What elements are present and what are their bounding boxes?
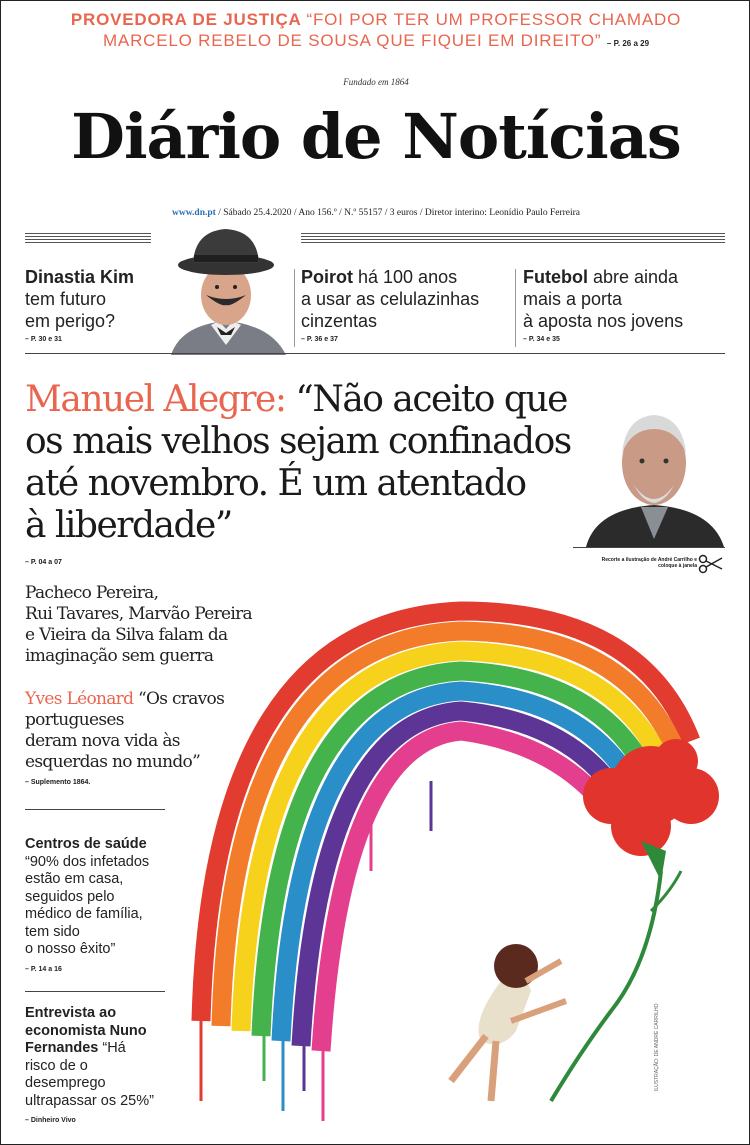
- edition-info: [1, 208, 750, 218]
- teaser-dinastia-kim[interactable]: [25, 266, 155, 344]
- headline-page-ref: – P. 04 a 07: [25, 559, 62, 566]
- story-line: médico de família,: [25, 906, 143, 922]
- story-line: risco de o: [25, 1057, 88, 1074]
- story-pacheco-pereira[interactable]: [25, 583, 252, 667]
- teaser-line: mais a porta: [523, 289, 623, 309]
- manuel-alegre-photo: [586, 409, 724, 547]
- story-page-ref: – P. 14 a 16: [25, 965, 62, 973]
- rainbow-carnation-illustration: [171, 581, 750, 1141]
- teaser-page-ref: – P. 36 e 37: [301, 336, 338, 343]
- story-yves-leonard-name: Yves Léonard: [25, 689, 134, 709]
- story-line: Rui Tavares, Marvão Pereira: [25, 604, 252, 624]
- teaser-line: à aposta nos jovens: [523, 311, 684, 331]
- teaser-page-ref: – P. 30 e 31: [25, 336, 62, 343]
- story-line: e Vieira da Silva falam da: [25, 625, 228, 645]
- headline-line: “Não aceito que: [285, 379, 567, 420]
- masthead-title: Diário de Notícias: [71, 100, 681, 173]
- story-entrevista-title: economista Nuno: [25, 1022, 147, 1039]
- top-teaser-page-ref: – P. 26 a 29: [606, 39, 650, 48]
- teaser-divider: [515, 269, 516, 347]
- top-teaser-quote-line1: “FOI POR TER UM PROFESSOR CHAMADO: [306, 10, 682, 29]
- story-line: portugueses: [25, 710, 124, 730]
- story-yves-leonard[interactable]: [25, 689, 224, 773]
- top-teaser-quote-line2: MARCELO REBELO DE SOUSA QUE FIQUEI EM DIREITO”: [102, 31, 602, 50]
- headline-line: os mais velhos sejam confinados: [25, 421, 571, 462]
- story-entrevista-nuno-fernandes[interactable]: [25, 1005, 154, 1125]
- story-yves-leonard-ref: – Suplemento 1864.: [25, 779, 91, 786]
- story-line: deram nova vida às: [25, 731, 180, 751]
- story-line: imaginação sem guerra: [25, 646, 214, 666]
- headline-line: até novembro. É um atentado: [25, 463, 526, 504]
- illustration-credit: ILUSTRAÇÃO: DE ANDRÉ CARRILHO: [654, 1003, 660, 1091]
- main-headline[interactable]: [25, 379, 615, 547]
- story-line: o nosso êxito”: [25, 941, 116, 957]
- story-line: “90% dos infetados: [25, 853, 150, 870]
- teaser-futebol-title: Futebol: [523, 267, 588, 287]
- teaser-line: a usar as celulazinhas: [301, 289, 480, 309]
- section-rule: [25, 353, 725, 354]
- story-line: “Há: [98, 1040, 126, 1056]
- teaser-line: em perigo?: [25, 311, 116, 331]
- teaser-page-ref: – P. 34 e 35: [523, 336, 560, 343]
- story-line: tem sido: [25, 923, 80, 940]
- story-page-ref: – Dinheiro Vivo: [25, 1117, 76, 1124]
- teaser-poirot-title: Poirot: [301, 267, 353, 287]
- story-line: desemprego: [25, 1075, 106, 1091]
- top-teaser-kicker: PROVEDORA DE JUSTIÇA: [70, 10, 301, 29]
- story-entrevista-title: Fernandes: [25, 1040, 99, 1056]
- column-rule: [25, 809, 165, 810]
- story-line: Pacheco Pereira,: [25, 583, 159, 603]
- story-line: estão em casa,: [25, 871, 124, 887]
- teaser-dinastia-kim-title: Dinastia Kim: [25, 267, 135, 287]
- website-link[interactable]: www.dn.pt: [171, 208, 216, 218]
- story-line: esquerdas no mundo”: [25, 752, 201, 772]
- teaser-line: há 100 anos: [353, 267, 458, 287]
- teaser-futebol[interactable]: [523, 266, 728, 344]
- teaser-line: cinzentas: [301, 311, 378, 331]
- headline-name: Manuel Alegre:: [25, 379, 286, 420]
- top-teaser[interactable]: [1, 9, 750, 54]
- story-line: seguidos pelo: [25, 888, 115, 905]
- story-centros-de-saude-title: Centros de saúde: [25, 836, 147, 852]
- story-line: ultrapassar os 25%”: [25, 1092, 154, 1109]
- teaser-divider: [294, 269, 295, 347]
- column-rule: [25, 991, 165, 992]
- founded-note: Fundado em 1864: [343, 77, 409, 87]
- photo-rule: [573, 547, 725, 548]
- teaser-line: abre ainda: [588, 267, 679, 287]
- story-entrevista-title: Entrevista ao: [25, 1005, 117, 1021]
- teaser-poirot[interactable]: [301, 266, 511, 344]
- headline-line: à liberdade”: [25, 505, 232, 546]
- scissors-icon: [698, 553, 724, 575]
- edition-details: / Sábado 25.4.2020 / Ano 156.º / N.º 55157 / 3 euros / Diretor interino: Leonídio Paulo Ferreira: [218, 208, 581, 218]
- cutout-caption: Recorte a ilustração de André Carrilho e coloque à janela: [601, 557, 697, 569]
- poirot-photo: [151, 225, 301, 355]
- masthead-rule: [25, 233, 725, 243]
- teaser-line: tem futuro: [25, 289, 107, 309]
- story-line: “Os cravos: [133, 689, 225, 709]
- story-centros-de-saude[interactable]: [25, 836, 149, 974]
